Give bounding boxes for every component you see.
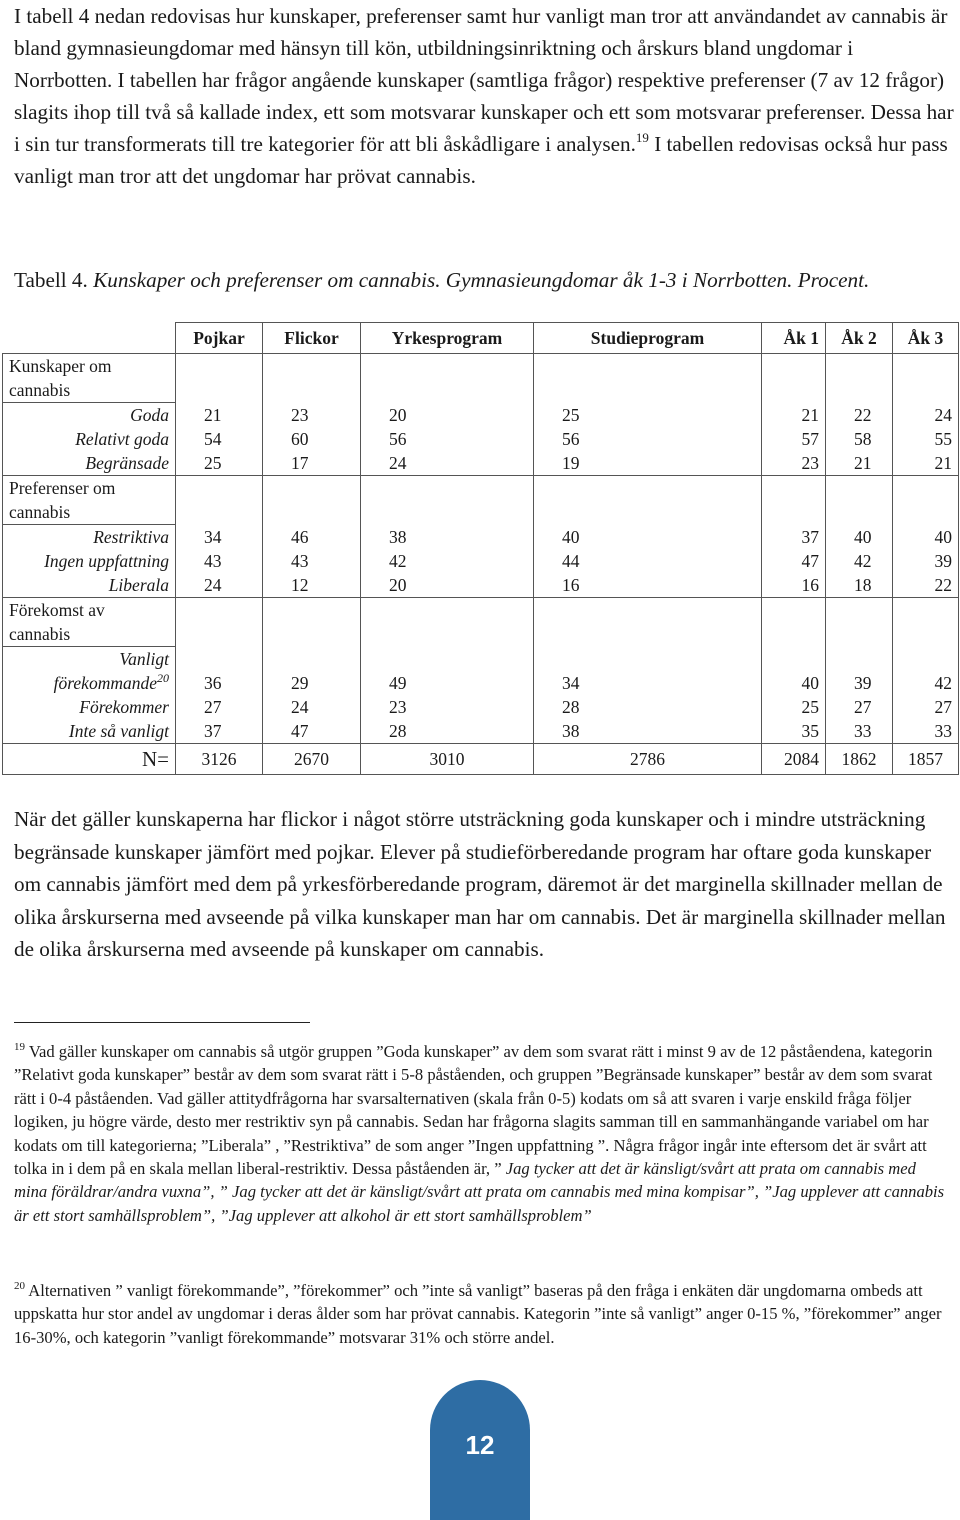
table-cell xyxy=(826,476,893,525)
group-label: Preferenser om cannabis xyxy=(3,476,176,525)
column-header: Åk 1 xyxy=(762,323,826,354)
table-cell: 23 xyxy=(263,403,361,428)
table-cell: 22 xyxy=(893,573,959,598)
footnote-text: Vad gäller kunskaper om cannabis så utgör gruppen ”Goda kunskaper” av dem som svarat rätt i minst 9 av de 12 påståendena, kategorin ”Relativt goda kunskaper” består av dem som svarat rätt i 5-8 påståenden, och gruppen ”Begränsade kunskaper” består av dem som svarat rätt i 0-4 påståenden. Vad gäller attitydfrågorna har svarsalternativen (skala från 0-5) kodats om så att svaren i varje enskild fråga följer logiken, ju högre värde, desto mer restriktiv syn på cannabis. Sedan har frågorna slagits samman till en sammanhängande variabel om har kodats om till kategorierna; ”Liberala” , ”Restriktiva” de som anger ”Ingen uppfattning ”. Några frågor ingår inte eftersom det är svårt att tolka in i dem på en skala mellan liberal-restriktiv. Dessa påståenden är, ” xyxy=(14,1042,933,1179)
group-label: Kunskaper om cannabis xyxy=(3,354,176,403)
table-cell xyxy=(534,354,762,403)
table-cell: 40 xyxy=(534,525,762,550)
table-cell xyxy=(893,476,959,525)
table-cell: 46 xyxy=(263,525,361,550)
row-label-text: Goda xyxy=(130,405,169,425)
row-label xyxy=(3,525,176,550)
table-cell: 27 xyxy=(176,695,263,719)
table-cell: 27 xyxy=(826,695,893,719)
table-cell: 40 xyxy=(893,525,959,550)
table-cell: 21 xyxy=(826,451,893,476)
table-cell: 21 xyxy=(893,451,959,476)
table-cell: 40 xyxy=(826,525,893,550)
table-cell: 47 xyxy=(263,719,361,744)
table-cell xyxy=(893,354,959,403)
table-cell xyxy=(534,476,762,525)
n-value: 3126 xyxy=(176,744,263,775)
table-cell: 47 xyxy=(762,549,826,573)
row-label-text: Vanligt förekommande xyxy=(53,649,169,693)
table-cell: 20 xyxy=(361,403,534,428)
table-cell: 38 xyxy=(361,525,534,550)
table-body xyxy=(3,354,959,775)
table-cell xyxy=(263,354,361,403)
table-cell xyxy=(176,354,263,403)
group-label: Förekomst av cannabis xyxy=(3,598,176,647)
table-cell: 56 xyxy=(534,427,762,451)
table-cell: 25 xyxy=(534,403,762,428)
table-caption-title: Kunskaper och preferenser om cannabis. Gymnasieungdomar åk 1-3 i Norrbotten. Procent. xyxy=(87,268,870,292)
table-cell: 21 xyxy=(762,403,826,428)
column-header: Pojkar xyxy=(176,323,263,354)
column-header: Studieprogram xyxy=(534,323,762,354)
row-label-text: Inte så vanligt xyxy=(68,721,169,741)
table-cell: 38 xyxy=(534,719,762,744)
footnote-divider xyxy=(14,1022,310,1023)
table-cell xyxy=(762,476,826,525)
column-header: Åk 2 xyxy=(826,323,893,354)
table-row xyxy=(3,573,959,598)
row-label xyxy=(3,403,176,428)
table-cell: 39 xyxy=(826,647,893,696)
table-cell: 28 xyxy=(534,695,762,719)
table-cell xyxy=(263,476,361,525)
table-cell: 37 xyxy=(762,525,826,550)
table-cell: 44 xyxy=(534,549,762,573)
table-caption xyxy=(14,267,954,293)
table-cell xyxy=(361,476,534,525)
n-value: 2670 xyxy=(263,744,361,775)
footnote-ref-20[interactable]: 20 xyxy=(157,671,169,686)
table-cell: 36 xyxy=(176,647,263,696)
table-cell: 28 xyxy=(361,719,534,744)
data-table xyxy=(2,322,959,775)
intro-paragraph xyxy=(14,0,954,192)
table-cell: 43 xyxy=(263,549,361,573)
row-label xyxy=(3,549,176,573)
table-row xyxy=(3,647,959,696)
table-row xyxy=(3,549,959,573)
n-value: 1862 xyxy=(826,744,893,775)
table-cell xyxy=(893,598,959,647)
table-cell: 49 xyxy=(361,647,534,696)
n-value: 3010 xyxy=(361,744,534,775)
column-header: Yrkesprogram xyxy=(361,323,534,354)
table-cell: 33 xyxy=(893,719,959,744)
row-label xyxy=(3,647,176,696)
intro-text-a: I tabell 4 nedan redovisas hur kunskaper, preferenser samt hur vanligt man tror att användandet av cannabis är bland gymnasieungdomar med hänsyn till kön, utbildningsinriktning och årskurs bland ungdomar i Norrbotten. I tabellen har frågor angående kunskaper (samtliga frågor) respektive preferenser (7 av 12 frågor) slagits ihop till två så kallade index, ett som motsvarar kunskaper och ett som motsvarar preferenser. Dessa har i sin tur transformerats till tre kategorier för att bli åskådligare i analysen. xyxy=(14,4,954,156)
table-group-row xyxy=(3,476,959,525)
table-cell: 19 xyxy=(534,451,762,476)
header-corner xyxy=(3,323,176,354)
table-cell xyxy=(361,598,534,647)
table-cell: 21 xyxy=(176,403,263,428)
row-label xyxy=(3,719,176,744)
n-value: 2786 xyxy=(534,744,762,775)
table-cell xyxy=(826,354,893,403)
row-label-text: Ingen uppfattning xyxy=(44,551,169,571)
table-row xyxy=(3,525,959,550)
row-label-text: Begränsade xyxy=(85,453,169,473)
footnote-20 xyxy=(14,1279,950,1349)
table-cell: 25 xyxy=(762,695,826,719)
table-row xyxy=(3,719,959,744)
footnote-italic-text: Jag tycker att det är känsligt/svårt att prata om cannabis med mina föräldrar/andra vuxna”, ” Jag tycker att det är känsligt/svårt att prata om cannabis med mina kompisar”, ”Jag upplever att cannabis är ett stort samhällsproblem”, ”Jag upplever att alkohol är ett stort samhällsproblem” xyxy=(14,1159,945,1225)
table-cell: 37 xyxy=(176,719,263,744)
footnote-19 xyxy=(14,1040,950,1227)
table-cell: 24 xyxy=(361,451,534,476)
table-header-row xyxy=(3,323,959,354)
row-label-text: Restriktiva xyxy=(93,527,169,547)
column-header: Flickor xyxy=(263,323,361,354)
table-cell: 20 xyxy=(361,573,534,598)
table-cell xyxy=(361,354,534,403)
table-cell: 24 xyxy=(263,695,361,719)
n-value: 2084 xyxy=(762,744,826,775)
table-cell: 55 xyxy=(893,427,959,451)
table-cell: 43 xyxy=(176,549,263,573)
table-cell xyxy=(762,354,826,403)
table-caption-prefix: Tabell 4. xyxy=(14,268,88,292)
table-cell xyxy=(176,476,263,525)
row-label-text: Liberala xyxy=(108,575,169,595)
footnote-text: Alternativen ” vanligt förekommande”, ”förekommer” och ”inte så vanligt” baseras på den fråga i enkäten där ungdomarna ombeds att uppskatta hur stor andel av ungdomar i deras ålder som har prövat cannabis. Kategorin ”inte så vanligt” anger 0-15 %, ”förekommer” anger 16-30%, och kategorin ”vanligt förekommande” motsvarar 31% och större andel. xyxy=(14,1281,942,1347)
table-group-row xyxy=(3,598,959,647)
table-cell: 29 xyxy=(263,647,361,696)
table-cell xyxy=(263,598,361,647)
table-cell: 34 xyxy=(176,525,263,550)
discussion-paragraph: När det gäller kunskaperna har flickor i något större utsträckning goda kunskaper och i mindre utsträckning begränsade kunskaper jämfört med pojkar. Elever på studieförberedande program har oftare goda kunskaper om cannabis jämfört med dem på yrkesförberedande program, däremot är det marginella skillnader mellan de olika årskurserna med avseende på vilka kunskaper man har om cannabis. Det är marginella skillnader mellan de olika årskurserna med avseende på kunskaper om cannabis. xyxy=(14,807,946,962)
table-row xyxy=(3,427,959,451)
table-cell: 24 xyxy=(176,573,263,598)
table-cell: 17 xyxy=(263,451,361,476)
table-group-row xyxy=(3,354,959,403)
table-cell: 39 xyxy=(893,549,959,573)
table-cell: 54 xyxy=(176,427,263,451)
footnote-number: 20 xyxy=(14,1280,25,1292)
table-cell: 16 xyxy=(762,573,826,598)
row-label-text: Relativt goda xyxy=(75,429,169,449)
table-cell: 42 xyxy=(826,549,893,573)
row-label xyxy=(3,573,176,598)
table-cell: 42 xyxy=(361,549,534,573)
table-cell: 57 xyxy=(762,427,826,451)
table-cell: 42 xyxy=(893,647,959,696)
table-cell: 18 xyxy=(826,573,893,598)
row-label xyxy=(3,427,176,451)
footnote-ref-19[interactable]: 19 xyxy=(635,130,649,145)
table-cell: 16 xyxy=(534,573,762,598)
table-cell: 35 xyxy=(762,719,826,744)
n-label: N= xyxy=(3,744,176,775)
intro-text-b: I tabellen redovisas också hur pass vanligt man tror att det ungdomar har prövat cannabis. xyxy=(14,132,948,188)
column-header: Åk 3 xyxy=(893,323,959,354)
table-cell: 27 xyxy=(893,695,959,719)
n-value: 1857 xyxy=(893,744,959,775)
table-row xyxy=(3,451,959,476)
table-cell: 22 xyxy=(826,403,893,428)
table-row xyxy=(3,403,959,428)
table-cell: 12 xyxy=(263,573,361,598)
table-cell: 56 xyxy=(361,427,534,451)
table-cell: 58 xyxy=(826,427,893,451)
table-cell xyxy=(534,598,762,647)
table-cell xyxy=(762,598,826,647)
table-cell: 34 xyxy=(534,647,762,696)
table-cell xyxy=(826,598,893,647)
table-cell: 60 xyxy=(263,427,361,451)
n-row xyxy=(3,744,959,775)
table-cell xyxy=(176,598,263,647)
footnote-number: 19 xyxy=(14,1041,25,1053)
table-cell: 24 xyxy=(893,403,959,428)
page-number: 12 xyxy=(465,1430,495,1460)
table-cell: 25 xyxy=(176,451,263,476)
table-cell: 23 xyxy=(361,695,534,719)
table-cell: 33 xyxy=(826,719,893,744)
row-label-text: Förekommer xyxy=(79,697,169,717)
row-label xyxy=(3,451,176,476)
row-label xyxy=(3,695,176,719)
table-cell: 23 xyxy=(762,451,826,476)
table-cell: 40 xyxy=(762,647,826,696)
table-row xyxy=(3,695,959,719)
